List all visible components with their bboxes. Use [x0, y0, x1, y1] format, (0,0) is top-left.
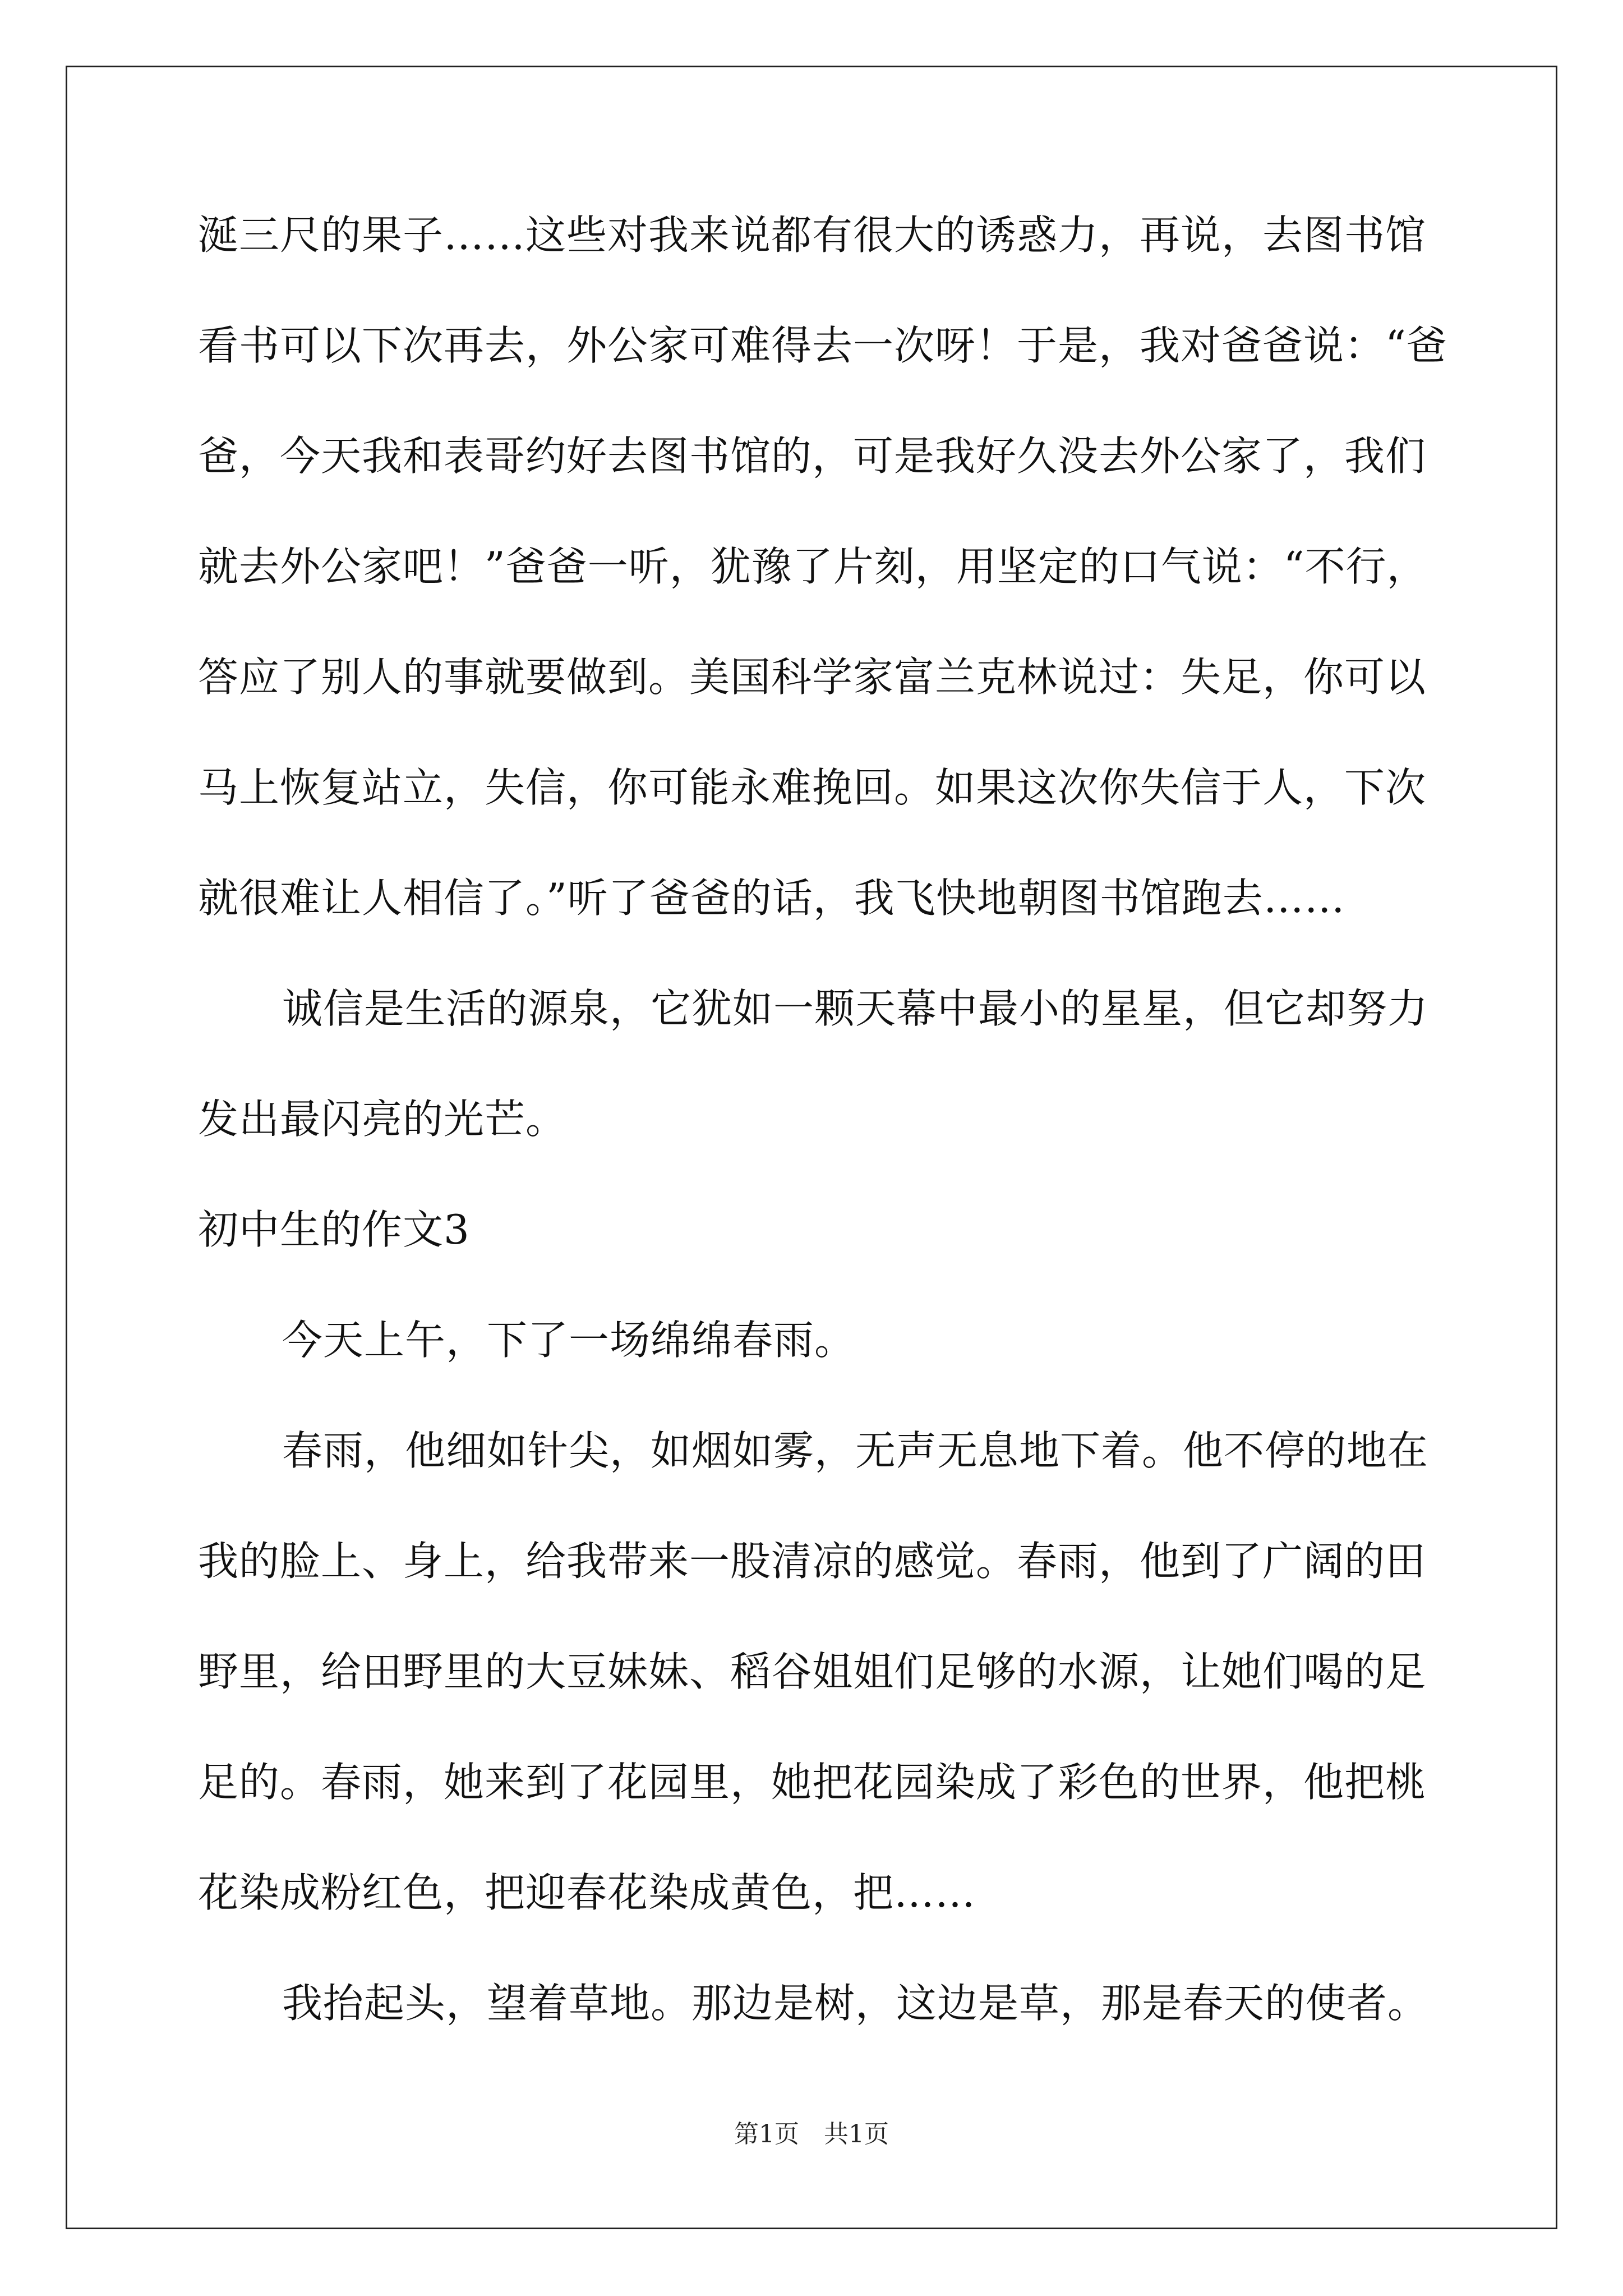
text-line: 马上恢复站立，失信，你可能永难挽回。如果这次你失信于人，下次 — [198, 764, 1427, 811]
text-line: 今天上午，下了一场绵绵春雨。 — [282, 1317, 856, 1364]
text-line: 我的脸上、身上，给我带来一股清凉的感觉。春雨，他到了广阔的田 — [198, 1538, 1427, 1585]
text-line: 看书可以下次再去，外公家可难得去一次呀！于是，我对爸爸说：“爸 — [198, 322, 1447, 369]
text-line: 花染成粉红色，把迎春花染成黄色，把…… — [198, 1869, 976, 1916]
page-footer: 第1页 共1页 — [734, 2120, 889, 2148]
text-line: 我抬起头，望着草地。那边是树，这边是草，那是春天的使者。 — [282, 1980, 1429, 2027]
text-line: 涎三尺的果子……这些对我来说都有很大的诱惑力，再说，去图书馆 — [198, 211, 1427, 259]
text-line: 春雨，他细如针尖，如烟如雾，无声无息地下着。他不停的地在 — [282, 1427, 1429, 1474]
text-line: 足的。春雨，她来到了花园里，她把花园染成了彩色的世界，他把桃 — [198, 1759, 1427, 1806]
text-line: 野里，给田野里的大豆妹妹、稻谷姐姐们足够的水源，让她们喝的足 — [198, 1648, 1427, 1695]
text-line: 就去外公家吧！”爸爸一听，犹豫了片刻，用坚定的口气说：“不行， — [198, 543, 1428, 590]
text-line: 发出最闪亮的光芒。 — [198, 1096, 567, 1143]
section-heading: 初中生的作文3 — [198, 1206, 470, 1253]
text-line: 诚信是生活的源泉，它犹如一颗天幕中最小的星星，但它却努力 — [282, 985, 1429, 1032]
text-line: 爸，今天我和表哥约好去图书馆的，可是我好久没去外公家了，我们 — [198, 432, 1427, 480]
text-line: 答应了别人的事就要做到。美国科学家富兰克林说过：失足，你可以 — [198, 654, 1427, 701]
text-line: 就很难让人相信了。”听了爸爸的话，我飞快地朝图书馆跑去…… — [198, 875, 1345, 922]
